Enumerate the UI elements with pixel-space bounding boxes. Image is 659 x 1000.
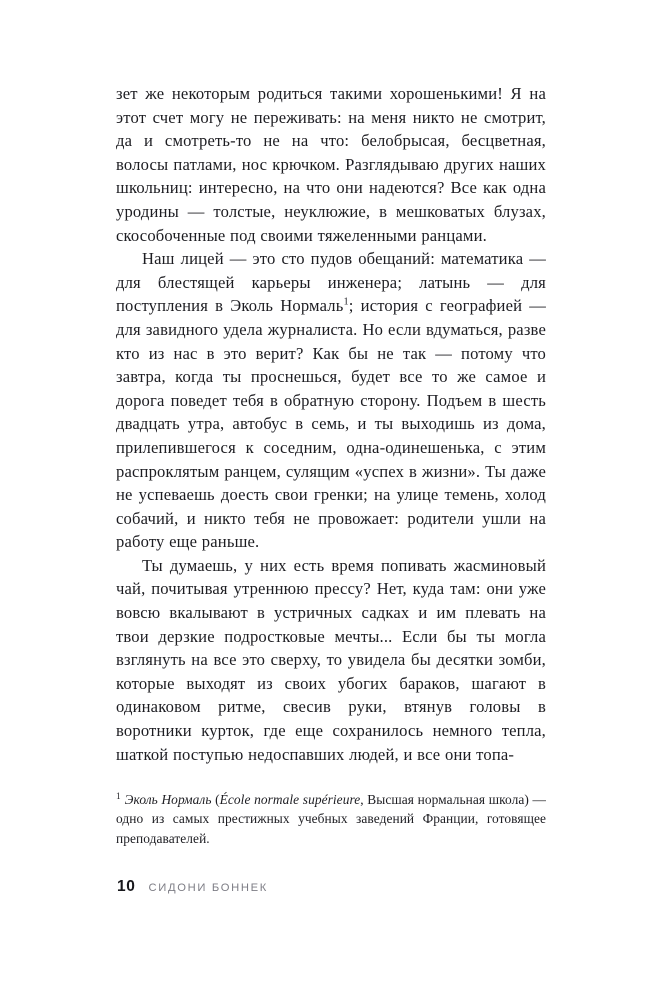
footnote-block xyxy=(116,790,546,848)
paragraph-jasmine-text: Ты думаешь, у них есть время попивать жасминовый чай, почитывая утреннюю прессу? Нет, куда там: они уже вовсю вкалывают в устричных садках и им плевать на твои дерзкие подростковые мечты... Если бы ты могла взглянуть на все это сверху, то увидела бы десятки зомби, которые выходят из своих убогих бараков, шагают в одинаковом ритме, свесив руки, втянув головы в воротники курток, где еще сохранилось немного тепла, шаткой поступью недоспавших людей, и все они топа- xyxy=(116,555,546,764)
footnote-number: 1 xyxy=(116,790,121,801)
page-footer xyxy=(117,878,268,896)
paragraph-lycee xyxy=(116,247,546,554)
footnote-text xyxy=(116,790,546,848)
paragraph-lycee-text-before-ref: Наш лицей — это сто пудов обещаний: математика — для блестящей карьеры инженера; латынь — для поступления в Эколь Нормаль xyxy=(116,249,546,316)
paragraph-continued: зет же некоторым родиться такими хорошенькими! Я на этот счет могу не переживать: на меня никто не смотрит, да и смотреть-то не на что: белобрысая, бесцветная, волосы патлами, нос крючком. Разглядываю других наших школьниц: интересно, на что они надеются? Все как одна уродины — толстые, неуклюжие, в мешковатых блузах, скособоченные под своими тяжеленными ранцами. xyxy=(116,84,546,245)
footnote-description: , Высшая нормальная школа) — одно из самых престижных учебных заведений Франции, готовящее преподавателей. xyxy=(116,792,546,846)
page-number: 10 xyxy=(117,878,136,895)
paragraph-lycee-text-after-ref: ; история с географией — для завидного удела журналиста. Но если вдуматься, разве кто из нас в это верит? Как бы не так — потому что завтра, когда ты проснешься, будет все то же самое и дорога поведет тебя в обратную сторону. Подъем в шесть двадцать утра, автобус в семь, и ты выходишь из дома, прилепившегося к соседним, одна-одинешенька, с этим распроклятым ранцем, сулящим «успех в жизни». Ты даже не успеваешь доесть свои гренки; на улице темень, холод собачий, и никто тебя не провожает: родители ушли на работу еще раньше. xyxy=(116,296,546,552)
footnote-reference-marker[interactable]: 1 xyxy=(343,296,349,308)
paragraph-jasmine xyxy=(116,554,546,766)
running-head-author: СИДОНИ БОННЕК xyxy=(148,882,269,894)
footnote-term: Эколь Нормаль xyxy=(124,792,212,807)
body-text-column xyxy=(116,82,546,766)
footnote-original-title: École normale supérieure xyxy=(219,792,361,807)
footnote-open-paren: ( xyxy=(211,792,220,807)
